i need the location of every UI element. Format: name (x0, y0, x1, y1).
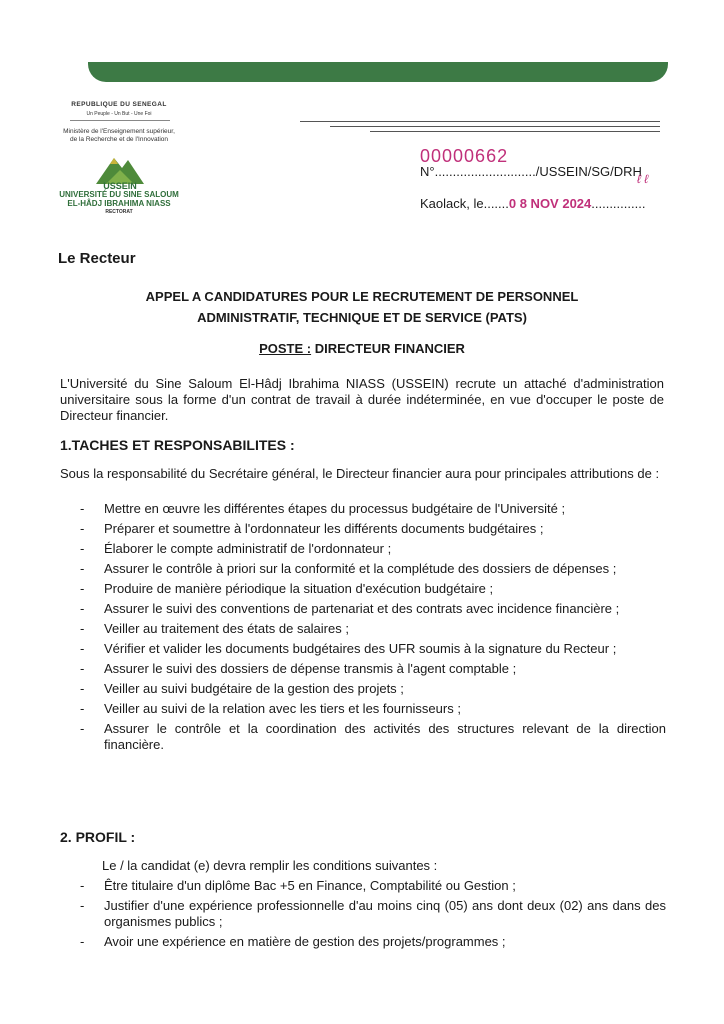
logo-text: USSEIN (103, 181, 137, 190)
letterhead-rule (300, 121, 660, 122)
document-title-line-2: ADMINISTRATIF, TECHNIQUE ET DE SERVICE (PATS) (197, 310, 527, 325)
document-title-line-1: APPEL A CANDIDATURES POUR LE RECRUTEMENT DE PERSONNEL (145, 289, 579, 304)
letterhead-divider (70, 120, 170, 121)
national-motto: Un Peuple - Un But - Une Foi (86, 111, 152, 117)
list-item: - Préparer et soumettre à l'ordonnateur les différents documents budgétaires ; (60, 521, 666, 537)
list-item: - Veiller au traitement des états de salaires ; (60, 621, 666, 637)
sender-title: Le Recteur (58, 250, 136, 267)
date-stamp: 0 8 NOV 2024 (508, 196, 592, 211)
handwritten-initials: ℓ ℓ (637, 172, 649, 186)
section-heading-tasks: 1.TACHES ET RESPONSABILITES : (60, 437, 295, 453)
university-name-line-1: UNIVERSITÉ DU SINE SALOUM (59, 190, 179, 199)
ministry-name (44, 128, 194, 144)
list-item: - Avoir une expérience en matière de gestion des projets/programmes ; (60, 934, 666, 950)
reference-number-line: N°............................/USSEIN/SG/DRH (420, 164, 642, 179)
letterhead-rule (370, 131, 660, 132)
list-item: - Justifier d'une expérience professionnelle d'au moins cinq (05) ans dont deux (02) ans dans des organismes publics ; (60, 898, 666, 930)
reference-number-stamp: 00000662 (420, 146, 509, 166)
ministry-line-1: Ministère de l'Enseignement supérieur, (63, 128, 175, 135)
university-name-line-2: EL-HÂDJ IBRAHIMA NIASS (67, 199, 171, 208)
list-item: - Veiller au suivi de la relation avec les tiers et les fournisseurs ; (60, 701, 666, 717)
intro-paragraph: L'Université du Sine Saloum El-Hâdj Ibrahima NIASS (USSEIN) recrute un attaché d'administration universitaire sous la forme d'un contrat de travail à durée indéterminée, en vue d'occuper le poste de Directeur financier. (60, 376, 664, 423)
list-item: - Élaborer le compte administratif de l'ordonnateur ; (60, 541, 666, 557)
list-item: - Veiller au suivi budgétaire de la gestion des projets ; (60, 681, 666, 697)
list-item: - Assurer le contrôle et la coordination des activités des structures relevant de la direction financière. (60, 721, 666, 753)
ussein-logo (92, 150, 148, 190)
position-value: DIRECTEUR FINANCIER (314, 341, 465, 356)
list-item: - Vérifier et valider les documents budgétaires des UFR soumis à la signature du Recteur ; (60, 641, 666, 657)
list-item: - Mettre en œuvre les différentes étapes du processus budgétaire de l'Université ; (60, 501, 666, 517)
republic-name: REPUBLIQUE DU SENEGAL (71, 101, 167, 108)
ministry-line-2: de la Recherche et de l'Innovation (69, 136, 169, 143)
university-name (44, 190, 194, 208)
tasks-list (60, 501, 666, 757)
date-line (420, 196, 645, 211)
list-item: - Assurer le contrôle à priori sur la conformité et la complétude des dossiers de dépenses ; (60, 561, 666, 577)
list-item: - Produire de manière périodique la situation d'exécution budgétaire ; (60, 581, 666, 597)
list-item: - Être titulaire d'un diplôme Bac +5 en Finance, Comptabilité ou Gestion ; (60, 878, 666, 894)
date-suffix: ............... (591, 196, 646, 211)
profile-list (60, 878, 666, 954)
list-item: - Assurer le suivi des conventions de partenariat et des contrats avec incidence financière ; (60, 601, 666, 617)
section-heading-profile: 2. PROFIL : (60, 829, 136, 845)
list-item: - Assurer le suivi des dossiers de dépense transmis à l'agent comptable ; (60, 661, 666, 677)
rectorat-label: RECTORAT (105, 209, 133, 215)
letterhead-green-bar (88, 62, 668, 82)
profile-lead-text: Le / la candidat (e) devra remplir les conditions suivantes : (102, 858, 438, 873)
letterhead-rule (330, 126, 660, 127)
position-label: POSTE : (259, 341, 312, 356)
tasks-lead-text: Sous la responsabilité du Secrétaire général, le Directeur financier aura pour principales attributions de : (60, 466, 660, 481)
date-prefix: Kaolack, le....... (420, 196, 509, 211)
position-heading (60, 341, 664, 356)
